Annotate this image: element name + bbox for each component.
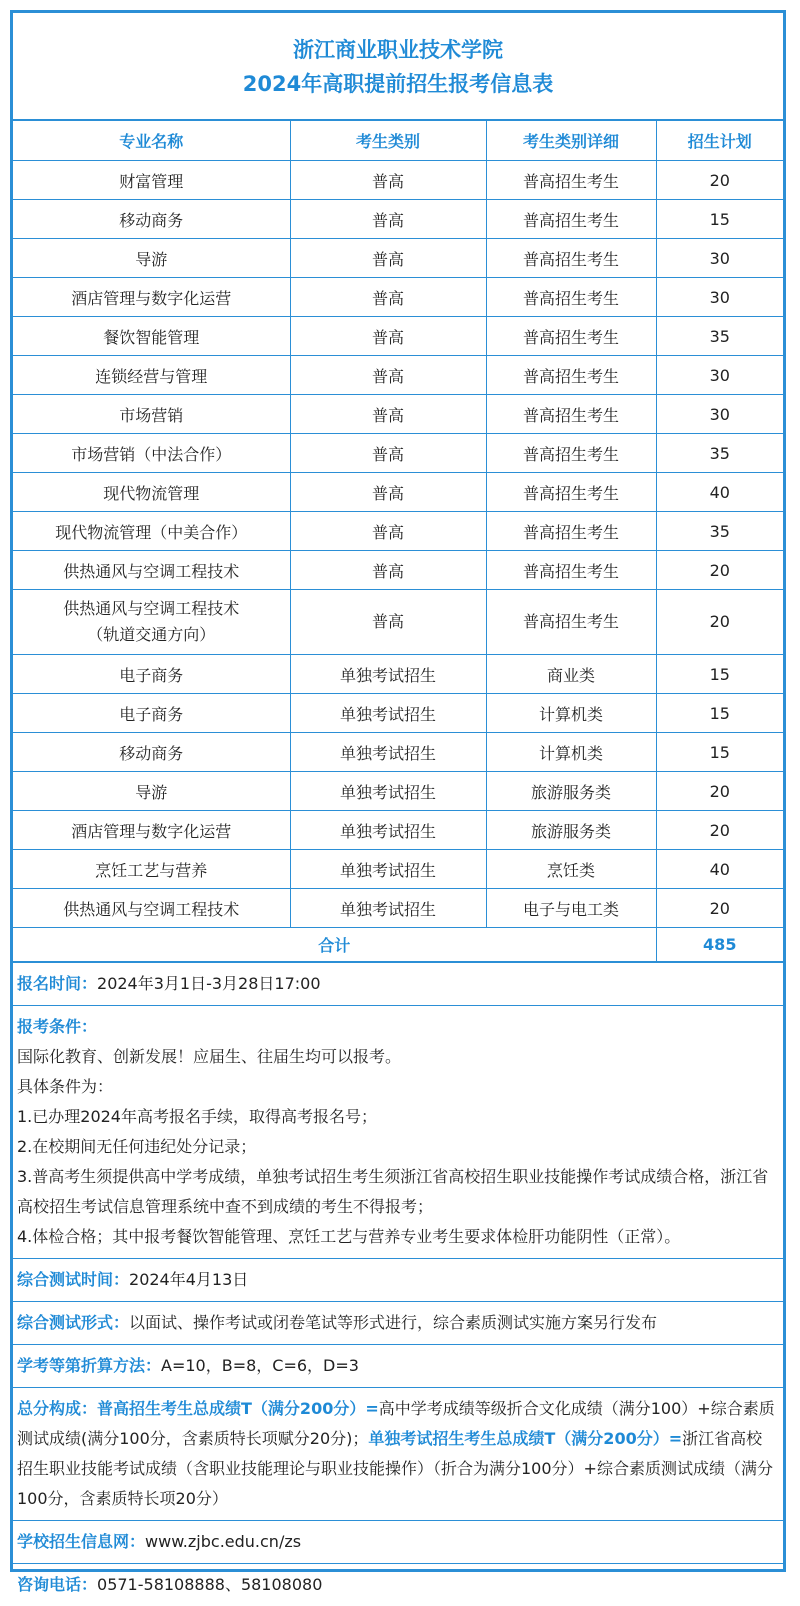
- detail-cell: 计算机类: [486, 694, 656, 733]
- test-time-value: 2024年4月13日: [129, 1270, 249, 1289]
- signup-time-label: 报名时间：: [17, 974, 98, 993]
- major-cell: 餐饮智能管理: [13, 317, 290, 356]
- table-row: [13, 200, 783, 239]
- major-cell: 电子商务: [13, 655, 290, 694]
- school-name: 浙江商业职业技术学院: [293, 38, 503, 62]
- phone-value: 0571-58108888、58108080: [97, 1575, 323, 1594]
- detail-cell: 普高招生考生: [486, 473, 656, 512]
- category-cell: 普高: [290, 434, 486, 473]
- detail-cell: 普高招生考生: [486, 161, 656, 200]
- test-form-value: 以面试、操作考试或闭卷笔试等形式进行，综合素质测试实施方案另行发布: [129, 1313, 658, 1332]
- category-cell: 单独考试招生: [290, 889, 486, 928]
- category-cell: 普高: [290, 278, 486, 317]
- score-formula-separate: 浙江省高校招生职业技能考试成绩（含职业技能理论与职业技能操作）（折合为满分100分）+综合素质测试成绩（满分100分，含素质特长项20分）: [17, 1429, 773, 1508]
- category-cell: 普高: [290, 239, 486, 278]
- table-row: [13, 590, 783, 655]
- table-row: [13, 694, 783, 733]
- website-value[interactable]: www.zjbc.edu.cn/zs: [145, 1532, 302, 1551]
- major-cell: 烹饪工艺与营养: [13, 850, 290, 889]
- school-website: [13, 1520, 783, 1563]
- table-row: [13, 434, 783, 473]
- table-row: [13, 772, 783, 811]
- major-table: [13, 121, 783, 962]
- plan-cell: 30: [656, 356, 783, 395]
- plan-cell: 35: [656, 317, 783, 356]
- detail-cell: 普高招生考生: [486, 512, 656, 551]
- detail-cell: 旅游服务类: [486, 811, 656, 850]
- table-row: [13, 317, 783, 356]
- plan-cell: 15: [656, 694, 783, 733]
- test-time-label: 综合测试时间：: [17, 1270, 130, 1289]
- condition-line: 2.在校期间无任何违纪处分记录；: [17, 1137, 257, 1156]
- test-time: [13, 1258, 783, 1301]
- signup-time-value: 2024年3月1日-3月28日17:00: [97, 974, 321, 993]
- test-form-label: 综合测试形式：: [17, 1313, 130, 1332]
- category-cell: 普高: [290, 161, 486, 200]
- table-header-row: [13, 121, 783, 161]
- score-formula-general-title: 普高招生考生总成绩T（满分200分）=: [97, 1399, 379, 1418]
- plan-cell: 30: [656, 278, 783, 317]
- table-row: [13, 473, 783, 512]
- detail-cell: 普高招生考生: [486, 239, 656, 278]
- detail-cell: 旅游服务类: [486, 772, 656, 811]
- plan-cell: 20: [656, 590, 783, 655]
- grade-conversion: [13, 1344, 783, 1387]
- condition-line: 国际化教育、创新发展！应届生、往届生均可以报考。: [17, 1047, 402, 1066]
- detail-cell: 普高招生考生: [486, 356, 656, 395]
- plan-cell: 15: [656, 200, 783, 239]
- major-cell: 酒店管理与数字化运营: [13, 811, 290, 850]
- category-cell: 单独考试招生: [290, 655, 486, 694]
- website-label: 学校招生信息网：: [17, 1532, 146, 1551]
- plan-cell: 20: [656, 551, 783, 590]
- score-formula-general: 高中学考成绩等级折合文化成绩（满分100）+综合素质测试成绩(满分100分，含素质特长项赋分20分)；: [17, 1399, 775, 1448]
- major-cell: 财富管理: [13, 161, 290, 200]
- plan-cell: 30: [656, 239, 783, 278]
- detail-cell: 普高招生考生: [486, 434, 656, 473]
- detail-cell: 计算机类: [486, 733, 656, 772]
- col-header-plan: 招生计划: [656, 121, 783, 161]
- category-cell: 普高: [290, 551, 486, 590]
- table-row: [13, 733, 783, 772]
- col-header-category: 考生类别: [290, 121, 486, 161]
- detail-cell: 烹饪类: [486, 850, 656, 889]
- table-row: [13, 395, 783, 434]
- major-cell: 电子商务: [13, 694, 290, 733]
- grade-conversion-value: A=10，B=8，C=6，D=3: [161, 1356, 359, 1375]
- signup-time: [13, 962, 783, 1005]
- major-cell: 导游: [13, 239, 290, 278]
- category-cell: 普高: [290, 473, 486, 512]
- test-form: [13, 1301, 783, 1344]
- info-sheet: [10, 10, 786, 1594]
- table-row: [13, 512, 783, 551]
- category-cell: 单独考试招生: [290, 694, 486, 733]
- major-cell: 导游: [13, 772, 290, 811]
- major-line: （轨道交通方向）: [87, 625, 216, 644]
- major-cell: [13, 590, 290, 655]
- total-value: 485: [656, 928, 783, 962]
- major-cell: 连锁经营与管理: [13, 356, 290, 395]
- category-cell: 普高: [290, 395, 486, 434]
- major-cell: 供热通风与空调工程技术: [13, 551, 290, 590]
- major-cell: 现代物流管理（中美合作）: [13, 512, 290, 551]
- table-row: [13, 811, 783, 850]
- total-label: 合计: [13, 928, 656, 962]
- major-cell: 市场营销: [13, 395, 290, 434]
- category-cell: 普高: [290, 317, 486, 356]
- phone-label: 咨询电话：: [17, 1575, 98, 1594]
- table-body: [13, 161, 783, 962]
- table-row: [13, 356, 783, 395]
- table-row: [13, 850, 783, 889]
- category-cell: 单独考试招生: [290, 772, 486, 811]
- table-row: [13, 161, 783, 200]
- category-cell: 普高: [290, 356, 486, 395]
- condition-line: 具体条件为：: [17, 1077, 114, 1096]
- score-formula-separate-title: 单独考试招生考生总成绩T（满分200分）=: [368, 1429, 683, 1448]
- plan-cell: 30: [656, 395, 783, 434]
- plan-cell: 20: [656, 889, 783, 928]
- category-cell: 单独考试招生: [290, 811, 486, 850]
- detail-cell: 普高招生考生: [486, 317, 656, 356]
- category-cell: 单独考试招生: [290, 733, 486, 772]
- plan-cell: 35: [656, 512, 783, 551]
- detail-cell: 普高招生考生: [486, 551, 656, 590]
- major-cell: 供热通风与空调工程技术: [13, 889, 290, 928]
- title-block: [13, 13, 783, 121]
- grade-conversion-label: 学考等第折算方法：: [17, 1356, 162, 1375]
- category-cell: 普高: [290, 200, 486, 239]
- plan-cell: 15: [656, 733, 783, 772]
- detail-cell: 电子与电工类: [486, 889, 656, 928]
- col-header-detail: 考生类别详细: [486, 121, 656, 161]
- condition-line: 4.体检合格；其中报考餐饮智能管理、烹饪工艺与营养专业考生要求体检肝功能阴性（正常）。: [17, 1227, 681, 1246]
- category-cell: 单独考试招生: [290, 850, 486, 889]
- contact-phone: [13, 1563, 783, 1606]
- major-cell: 移动商务: [13, 200, 290, 239]
- category-cell: 普高: [290, 590, 486, 655]
- score-composition-label: 总分构成：: [17, 1399, 98, 1418]
- major-cell: 现代物流管理: [13, 473, 290, 512]
- detail-cell: 普高招生考生: [486, 200, 656, 239]
- col-header-major: 专业名称: [13, 121, 290, 161]
- major-cell: 酒店管理与数字化运营: [13, 278, 290, 317]
- conditions-label: 报考条件：: [17, 1017, 98, 1036]
- table-row: [13, 655, 783, 694]
- plan-cell: 40: [656, 473, 783, 512]
- table-row: [13, 889, 783, 928]
- conditions: [13, 1005, 783, 1258]
- major-line: 供热通风与空调工程技术: [63, 599, 240, 618]
- detail-cell: 普高招生考生: [486, 395, 656, 434]
- plan-cell: 15: [656, 655, 783, 694]
- score-composition: [13, 1387, 783, 1520]
- category-cell: 普高: [290, 512, 486, 551]
- condition-line: 3.普高考生须提供高中学考成绩，单独考试招生考生须浙江省高校招生职业技能操作考试成绩合格，浙江省高校招生考试信息管理系统中查不到成绩的考生不得报考；: [17, 1167, 769, 1216]
- detail-cell: 商业类: [486, 655, 656, 694]
- plan-cell: 35: [656, 434, 783, 473]
- plan-cell: 20: [656, 161, 783, 200]
- condition-line: 1.已办理2024年高考报名手续，取得高考报名号；: [17, 1107, 377, 1126]
- detail-cell: 普高招生考生: [486, 278, 656, 317]
- table-row: [13, 239, 783, 278]
- plan-cell: 40: [656, 850, 783, 889]
- major-cell: 市场营销（中法合作）: [13, 434, 290, 473]
- total-row: [13, 928, 783, 962]
- table-row: [13, 551, 783, 590]
- plan-cell: 20: [656, 772, 783, 811]
- major-cell: 移动商务: [13, 733, 290, 772]
- detail-cell: 普高招生考生: [486, 590, 656, 655]
- table-row: [13, 278, 783, 317]
- sheet-title: 2024年高职提前招生报考信息表: [242, 72, 554, 96]
- plan-cell: 20: [656, 811, 783, 850]
